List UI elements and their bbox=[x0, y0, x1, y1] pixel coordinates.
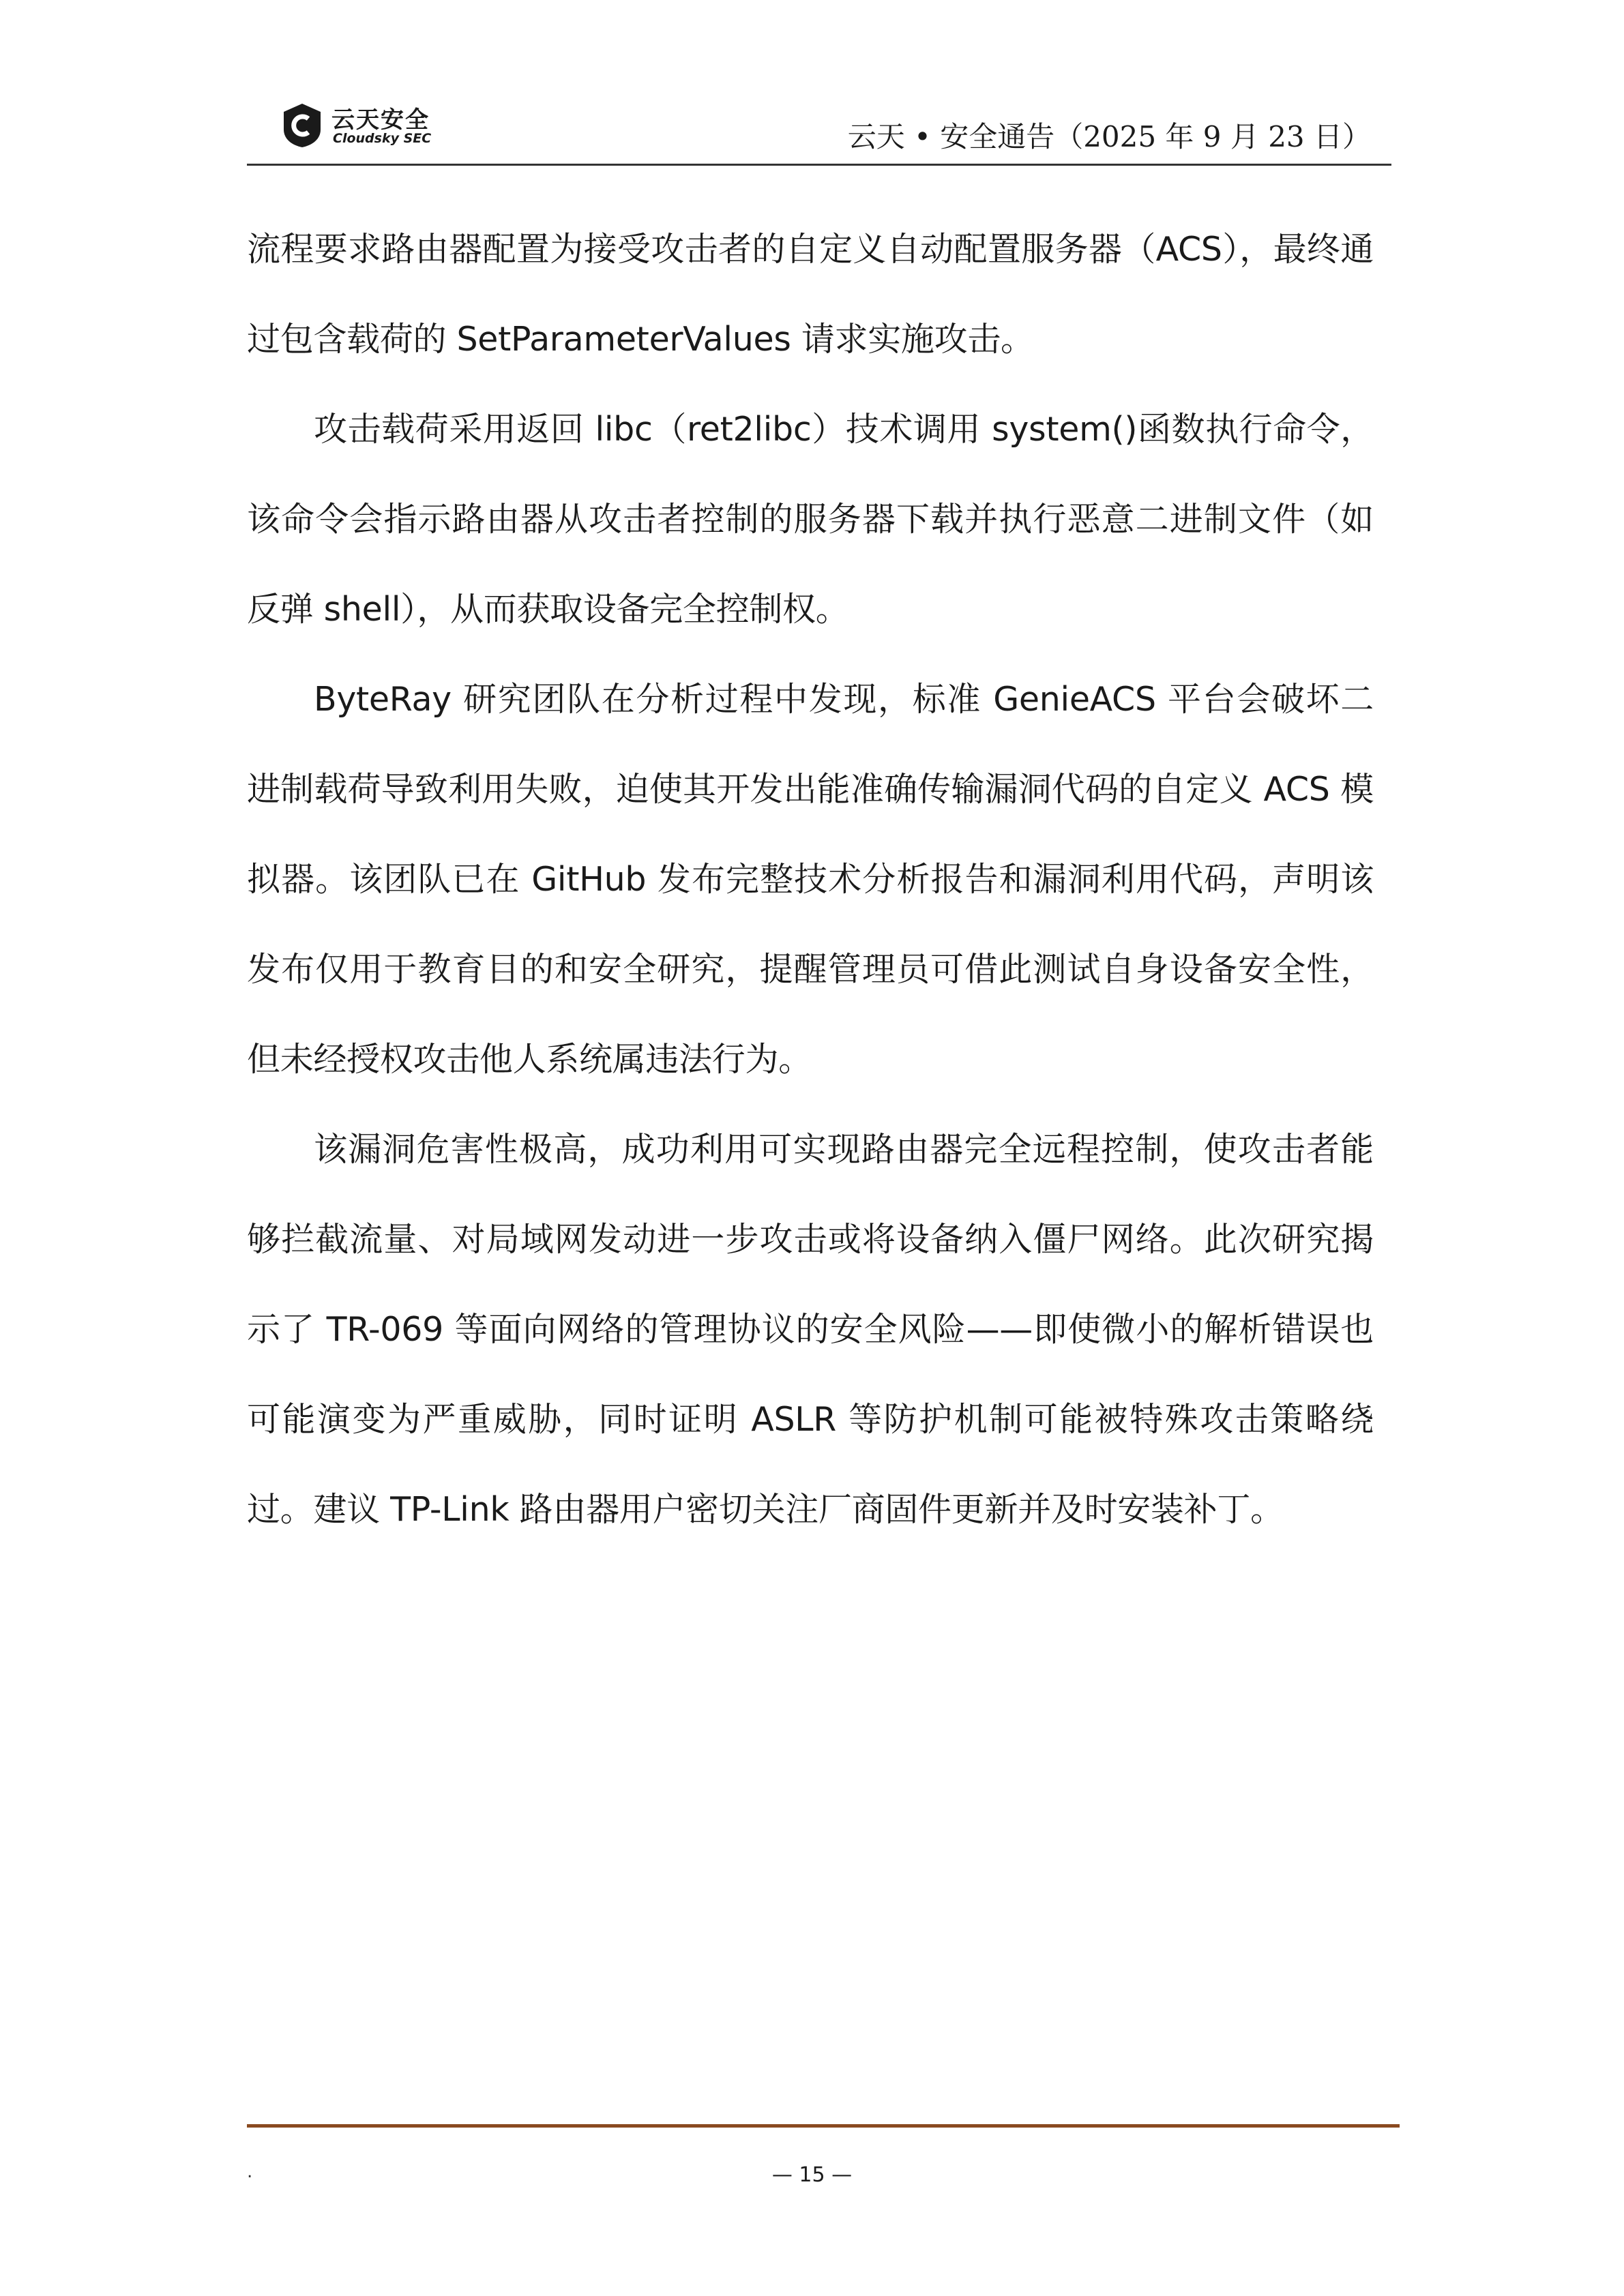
header-title: 云天 • 安全通告（2025 年 9 月 23 日） bbox=[847, 120, 1371, 153]
article-body bbox=[247, 205, 1374, 1555]
paragraph-4: 该漏洞危害性极高，成功利用可实现路由器完全远程控制，使攻击者能够拦截流量、对局域网发动进一步攻击或将设备纳入僵尸网络。此次研究揭示了 TR-069 等面向网络的管理协议的安全风险——即使微小的解析错误也可能演变为严重威胁，同时证明 ASLR 等防护机制可能被特殊攻击策略绕过。建议 TP-Link 路由器用户密切关注厂商固件更新并及时安装补丁。 bbox=[247, 1130, 1374, 1529]
page-number: — 15 — bbox=[771, 2163, 853, 2187]
footer-mark: . bbox=[247, 2162, 253, 2182]
header-divider bbox=[247, 164, 1391, 166]
paragraph-1: 流程要求路由器配置为接受攻击者的自定义自动配置服务器（ACS），最终通过包含载荷的 SetParameterValues 请求实施攻击。 bbox=[247, 230, 1374, 359]
paragraph-2: 攻击载荷采用返回 libc（ret2libc）技术调用 system()函数执行命令，该命令会指示路由器从攻击者控制的服务器下载并执行恶意二进制文件（如反弹 shell），从而获取设备完全控制权。 bbox=[247, 410, 1374, 629]
page-header bbox=[247, 95, 1391, 164]
company-logo bbox=[281, 101, 499, 151]
footer-divider bbox=[247, 2124, 1400, 2128]
paragraph-3: ByteRay 研究团队在分析过程中发现，标准 GenieACS 平台会破坏二进制载荷导致利用失败，迫使其开发出能准确传输漏洞代码的自定义 ACS 模拟器。该团队已在 GitHub 发布完整技术分析报告和漏洞利用代码，声明该发布仅用于教育目的和安全研究，提醒管理员可借此测试自身设备安全性，但未经授权攻击他人系统属违法行为。 bbox=[247, 680, 1374, 1079]
logo-english-name: Cloudsky SEC bbox=[333, 131, 432, 146]
cloudsky-logo-icon bbox=[281, 102, 323, 149]
logo-chinese-name: 云天安全 bbox=[331, 106, 430, 134]
